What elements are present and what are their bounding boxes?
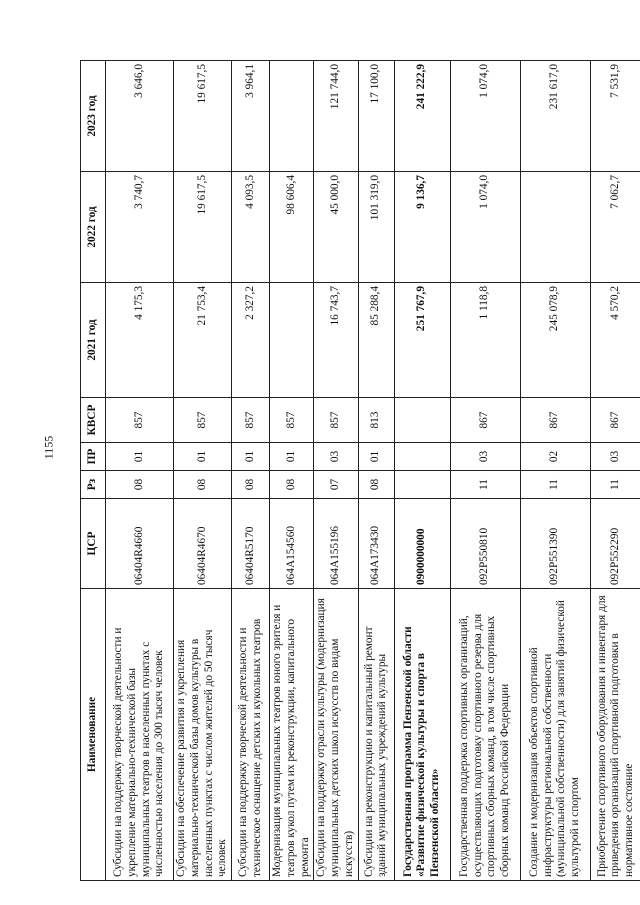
header-pr: ПР [81,443,106,471]
cell-pr: 01 [358,443,394,471]
cell-2023: 1 074,0 [450,61,520,172]
budget-table-wrapper [80,61,636,881]
table-row [394,61,450,881]
cell-kvsr: 857 [232,398,270,443]
table-row [520,61,590,881]
cell-2021: 1 118,8 [450,283,520,398]
cell-2023: 241 222,9 [394,61,450,172]
cell-csr: 064A154560 [270,499,314,589]
cell-name: Создание и модернизация объектов спортивной инфраструктуры региональной собственности (муниципальной собственности) для занятий физической культурой и спортом [520,589,590,881]
cell-2022: 9 136,7 [394,172,450,283]
page-number: 1155 [41,435,56,460]
cell-2023: 231 617,0 [520,61,590,172]
cell-2022: 98 606,4 [270,172,314,283]
header-2021: 2021 год [81,283,106,398]
header-kvsr: КВСР [81,398,106,443]
cell-name: Приобретение спортивного оборудования и инвентаря для приведения организаций спортивной подготовки в нормативное состояние [590,589,640,881]
table-row [232,61,270,881]
cell-2021: 85 288,4 [358,283,394,398]
cell-pr: 01 [270,443,314,471]
cell-csr: 064A173430 [358,499,394,589]
cell-kvsr: 857 [270,398,314,443]
cell-name: Субсидии на поддержку творческой деятельности и укрепление материально-технической базы муниципальных театров в населенных пунктах с численностью населения до 300 тысяч человек [106,589,174,881]
cell-2021: 2 327,2 [232,283,270,398]
table-row [450,61,520,881]
cell-rz: 08 [106,471,174,499]
header-2022: 2022 год [81,172,106,283]
cell-kvsr: 813 [358,398,394,443]
cell-2021: 245 078,9 [520,283,590,398]
header-2023: 2023 год [81,61,106,172]
cell-name: Субсидии на реконструкцию и капитальный ремонт зданий муниципальных учреждений культуры [358,589,394,881]
cell-2022: 4 093,5 [232,172,270,283]
cell-rz: 08 [270,471,314,499]
cell-2022 [520,172,590,283]
cell-kvsr: 867 [450,398,520,443]
cell-rz [394,471,450,499]
cell-pr: 03 [450,443,520,471]
table-row [270,61,314,881]
cell-pr [394,443,450,471]
cell-pr: 01 [106,443,174,471]
cell-2023: 19 617,5 [174,61,232,172]
cell-2022: 3 740,7 [106,172,174,283]
cell-kvsr: 857 [106,398,174,443]
cell-2021: 251 767,9 [394,283,450,398]
cell-2022: 19 617,5 [174,172,232,283]
cell-name: Модернизация муниципальных театров юного зрителя и театров кукол путем их реконструкции, капитального ремонта [270,589,314,881]
header-name: Наименование [81,589,106,881]
cell-2022: 7 062,7 [590,172,640,283]
cell-2021: 16 743,7 [314,283,358,398]
header-row [81,61,106,881]
cell-pr: 03 [590,443,640,471]
cell-csr: 064A155196 [314,499,358,589]
cell-2021 [270,283,314,398]
cell-csr: 092P550810 [450,499,520,589]
cell-csr: 06404R5170 [232,499,270,589]
cell-name: Субсидии на обеспечение развития и укрепления материально-технической базы домов культуры в населенных пунктах с числом жителей до 50 тысяч человек [174,589,232,881]
cell-rz: 11 [520,471,590,499]
cell-name: Субсидии на поддержку творческой деятельности и техническое оснащение детских и кукольных театров [232,589,270,881]
budget-table [80,60,640,881]
cell-csr: 0900000000 [394,499,450,589]
rotated-page-area [80,0,640,905]
cell-pr: 02 [520,443,590,471]
cell-2023 [270,61,314,172]
cell-rz: 11 [590,471,640,499]
cell-name: Государственная поддержка спортивных организаций, осуществляющих подготовку спортивного резерва для спортивных сборных команд, в том числе спортивных сборных команд Российской Федерации [450,589,520,881]
cell-2022: 45 000,0 [314,172,358,283]
cell-rz: 07 [314,471,358,499]
cell-kvsr: 857 [314,398,358,443]
cell-rz: 08 [358,471,394,499]
cell-csr: 06404R4670 [174,499,232,589]
cell-name: Субсидии на поддержку отрасли культуры (модернизация муниципальных детских школ искусств по видам искусств) [314,589,358,881]
header-csr: ЦСР [81,499,106,589]
header-rz: Рз [81,471,106,499]
cell-kvsr [394,398,450,443]
cell-csr: 092P551390 [520,499,590,589]
cell-name: Государственная программа Пензенской области «Развитие физической культуры и спорта в Пензенской области» [394,589,450,881]
cell-2023: 3 964,1 [232,61,270,172]
cell-2021: 21 753,4 [174,283,232,398]
table-row [590,61,640,881]
cell-rz: 08 [232,471,270,499]
cell-2021: 4 570,2 [590,283,640,398]
cell-csr: 06404R4660 [106,499,174,589]
cell-2022: 101 319,0 [358,172,394,283]
cell-2023: 3 646,0 [106,61,174,172]
cell-2022: 1 074,0 [450,172,520,283]
cell-pr: 01 [232,443,270,471]
cell-pr: 01 [174,443,232,471]
cell-kvsr: 867 [590,398,640,443]
table-row [106,61,174,881]
cell-csr: 092P552290 [590,499,640,589]
cell-2023: 17 100,0 [358,61,394,172]
cell-rz: 11 [450,471,520,499]
cell-kvsr: 857 [174,398,232,443]
table-row [314,61,358,881]
cell-kvsr: 867 [520,398,590,443]
cell-rz: 08 [174,471,232,499]
table-body [106,61,640,881]
table-row [174,61,232,881]
cell-2021: 4 175,3 [106,283,174,398]
cell-pr: 03 [314,443,358,471]
cell-2023: 7 531,9 [590,61,640,172]
table-row [358,61,394,881]
cell-2023: 121 744,0 [314,61,358,172]
